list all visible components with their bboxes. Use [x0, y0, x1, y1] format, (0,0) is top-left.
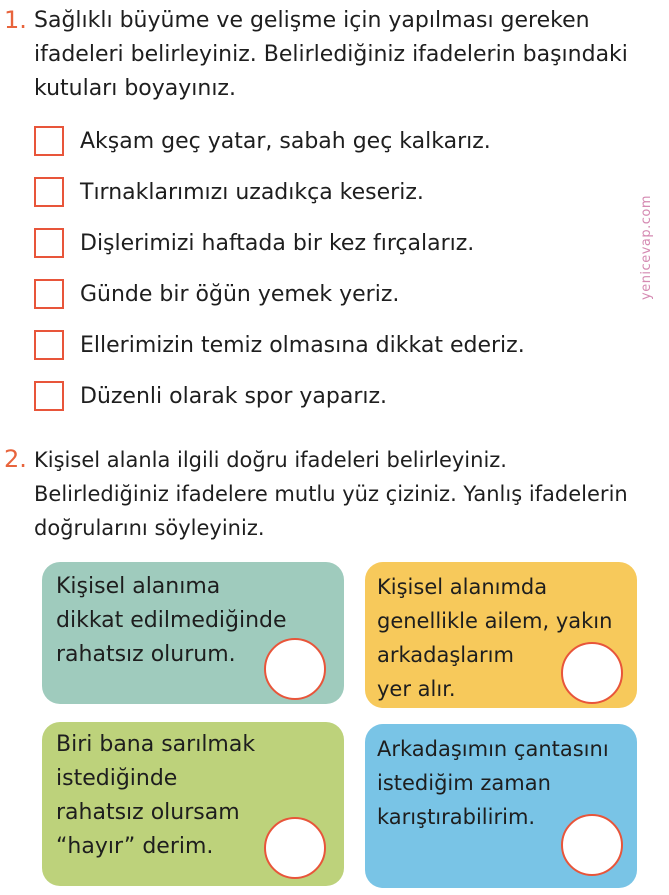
option-label: Tırnaklarımızı uzadıkça keseriz. [80, 179, 424, 205]
option-5[interactable] [34, 328, 525, 362]
card-2 [365, 562, 637, 708]
card-text: Kişisel alanıma dikkat edilmediğinde rahatsız olurum. [56, 574, 287, 667]
question-2-number: 2. [4, 445, 27, 473]
option-label: Günde bir öğün yemek yeriz. [80, 281, 400, 307]
card-text: Arkadaşımın çantasını istediğim zaman karıştırabilirim. [377, 737, 609, 829]
question-2-text: Kişisel alanla ilgili doğru ifadeleri belirleyiniz. Belirlediğiniz ifadelere mutlu yüz çiziniz. Yanlış ifadelerin doğrularını söyleyiniz. [34, 448, 628, 540]
option-2[interactable] [34, 175, 424, 209]
card-4 [365, 724, 637, 888]
option-3[interactable] [34, 226, 474, 260]
card-3 [42, 722, 344, 886]
option-label: Akşam geç yatar, sabah geç kalkarız. [80, 128, 491, 154]
checkbox[interactable] [34, 381, 64, 411]
checkbox[interactable] [34, 126, 64, 156]
checkbox[interactable] [34, 279, 64, 309]
checkbox[interactable] [34, 177, 64, 207]
answer-circle[interactable] [264, 817, 326, 879]
watermark: yenicevap.com [639, 195, 654, 300]
question-1-number: 1. [4, 6, 27, 34]
checkbox[interactable] [34, 228, 64, 258]
option-label: Ellerimizin temiz olmasına dikkat ederiz. [80, 332, 525, 358]
answer-circle[interactable] [561, 814, 623, 876]
answer-circle[interactable] [561, 642, 623, 704]
answer-circle[interactable] [264, 638, 326, 700]
option-4[interactable] [34, 277, 399, 311]
question-1-text: Sağlıklı büyüme ve gelişme için yapılması gereken ifadeleri belirleyiniz. Belirlediğiniz ifadelerin başındaki kutuları boyayınız. [34, 8, 628, 101]
option-6[interactable] [34, 379, 387, 413]
card-text: Biri bana sarılmak istediğinde rahatsız olursam “hayır” derim. [56, 732, 256, 859]
option-label: Düzenli olarak spor yaparız. [80, 383, 388, 409]
card-text: Kişisel alanımda genellikle ailem, yakın arkadaşlarım yer alır. [377, 575, 613, 701]
checkbox[interactable] [34, 330, 64, 360]
option-label: Dişlerimizi haftada bir kez fırçalarız. [80, 230, 475, 256]
card-1 [42, 562, 344, 704]
option-1[interactable] [34, 124, 491, 158]
